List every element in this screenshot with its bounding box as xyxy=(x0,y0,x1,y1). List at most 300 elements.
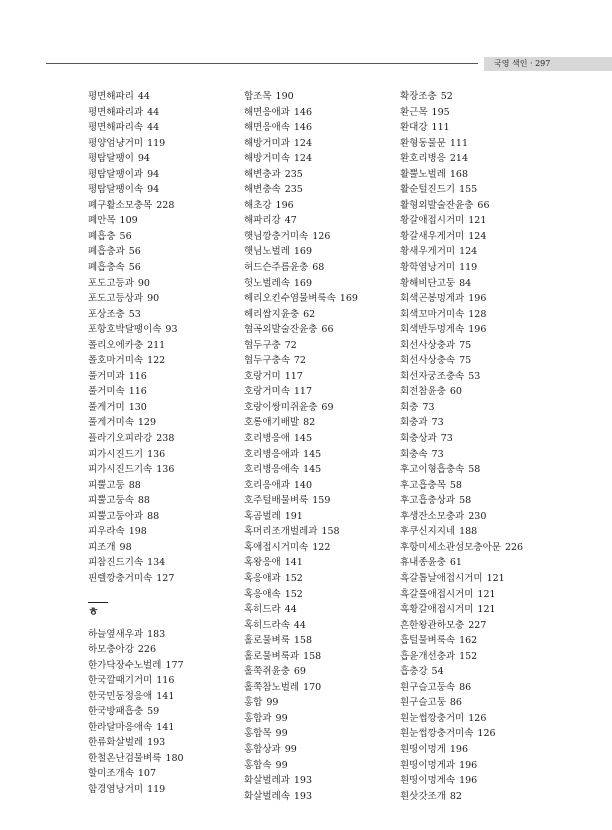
page-number: 99 xyxy=(275,728,288,740)
page-number: 196 xyxy=(459,775,478,787)
index-entry xyxy=(88,136,248,152)
index-entry xyxy=(88,244,248,260)
index-term: 해초강 xyxy=(244,199,272,211)
page-number: 211 xyxy=(147,339,166,351)
page-number: 68 xyxy=(312,262,325,274)
index-entry xyxy=(88,735,248,751)
index-term: 후쿠신지지네 xyxy=(400,526,456,538)
index-term: 휴내종윤충 xyxy=(400,557,446,569)
page-number: 170 xyxy=(303,681,322,693)
index-column-2 xyxy=(244,89,404,804)
index-term: 평면해파리속 xyxy=(88,122,144,134)
index-entry xyxy=(244,229,404,245)
page-number: 56 xyxy=(128,246,141,258)
page-number: 84 xyxy=(459,277,472,289)
index-entry xyxy=(400,571,560,587)
page-number: 136 xyxy=(147,448,166,460)
page-number: 88 xyxy=(128,479,141,491)
index-term: 황학염낭거미 xyxy=(400,262,456,274)
page-number: 94 xyxy=(137,153,150,165)
index-entry xyxy=(244,664,404,680)
index-entry xyxy=(400,400,560,416)
index-entry xyxy=(88,415,248,431)
index-term: 평탐달팽이속 xyxy=(88,184,144,196)
page-number: 140 xyxy=(293,479,313,491)
index-entry xyxy=(88,182,248,198)
page-number: 180 xyxy=(165,752,184,764)
index-entry xyxy=(400,602,560,618)
index-entry xyxy=(88,642,248,658)
index-entry xyxy=(88,167,248,183)
index-entry xyxy=(244,742,404,758)
index-term: 홍합 xyxy=(244,697,263,709)
index-entry xyxy=(400,540,560,556)
index-entry xyxy=(400,291,560,307)
index-entry xyxy=(400,742,560,758)
page-number: 47 xyxy=(284,215,297,227)
index-entry xyxy=(244,462,404,478)
page-number: 195 xyxy=(431,106,450,118)
index-term: 후생잔소모충과 xyxy=(400,510,465,522)
index-term: 환형동물문 xyxy=(400,137,446,149)
page-number: 73 xyxy=(422,401,435,413)
index-entry xyxy=(400,649,560,665)
index-term: 풀게거미속 xyxy=(88,417,134,429)
index-entry xyxy=(244,276,404,292)
page-number: 193 xyxy=(293,790,313,802)
index-term: 햇님깡충거미속 xyxy=(244,230,309,242)
index-term: 흰삿갓조개 xyxy=(400,790,446,802)
index-entry xyxy=(88,369,248,385)
index-term: 한철온난검물벼룩 xyxy=(88,752,162,764)
page-number: 88 xyxy=(147,510,160,522)
page-number: 90 xyxy=(147,293,160,305)
page-number: 238 xyxy=(156,433,175,445)
index-entry xyxy=(244,711,404,727)
index-term: 흰띵이멍게과 xyxy=(400,759,456,771)
page-number: 169 xyxy=(339,293,358,305)
page-number: 226 xyxy=(137,644,157,656)
page-number: 72 xyxy=(293,355,306,367)
index-entry xyxy=(244,167,404,183)
index-entry xyxy=(88,400,248,416)
index-entry xyxy=(244,758,404,774)
page-number: 98 xyxy=(119,541,132,553)
index-term: 호리병응애 xyxy=(244,433,290,445)
page-number: 191 xyxy=(284,510,303,522)
index-entry xyxy=(400,493,560,509)
index-term: 해방거미과 xyxy=(244,137,290,149)
index-term: 황새우게거미 xyxy=(400,246,456,258)
page-number: 111 xyxy=(431,122,450,134)
index-entry xyxy=(400,447,560,463)
index-entry xyxy=(244,307,404,323)
index-entry xyxy=(88,89,248,105)
index-term: 혹머리조개벌레과 xyxy=(244,526,318,538)
index-term: 한국깔때기거미 xyxy=(88,675,153,687)
page-number: 141 xyxy=(156,690,175,702)
page-number: 54 xyxy=(431,666,444,678)
index-entry xyxy=(244,260,404,276)
page-number: 227 xyxy=(468,619,487,631)
page-number: 158 xyxy=(303,650,322,662)
page-number: 155 xyxy=(459,184,478,196)
index-term: 폴호마거미속 xyxy=(88,355,144,367)
index-term: 흔한왕관하모충 xyxy=(400,619,465,631)
page-number: 109 xyxy=(119,215,138,227)
index-entry xyxy=(244,618,404,634)
index-entry xyxy=(244,447,404,463)
index-term: 황해비단고둥 xyxy=(400,277,456,289)
index-entry xyxy=(244,540,404,556)
index-term: 포상조충 xyxy=(88,308,125,320)
index-entry xyxy=(400,307,560,323)
page-number: 73 xyxy=(431,417,444,429)
index-entry xyxy=(400,384,560,400)
index-term: 평면해파리 xyxy=(88,91,134,102)
index-term: 해변충과 xyxy=(244,168,281,180)
page-number: 169 xyxy=(293,246,313,258)
page-number: 52 xyxy=(440,91,453,102)
page-number: 58 xyxy=(468,464,481,476)
index-term: 혹히드라 xyxy=(244,604,281,616)
index-term: 환호리병응 xyxy=(400,153,446,165)
page-number: 228 xyxy=(156,199,175,211)
index-entry xyxy=(400,213,560,229)
page-number: 177 xyxy=(165,659,184,671)
page-number: 72 xyxy=(284,339,297,351)
index-term: 호롱애기배발 xyxy=(244,417,300,429)
page-number: 82 xyxy=(449,790,462,802)
index-entry xyxy=(88,260,248,276)
page-number: 119 xyxy=(147,783,166,795)
index-term: 협두구충속 xyxy=(244,355,290,367)
page-number: 126 xyxy=(312,230,331,242)
index-term: 흰구슬고둥속 xyxy=(400,681,456,693)
index-term: 풀게거미 xyxy=(88,401,125,413)
page-number: 145 xyxy=(293,433,313,445)
page-number: 152 xyxy=(284,588,303,600)
index-entry xyxy=(244,726,404,742)
page-number: 130 xyxy=(128,401,147,413)
index-entry xyxy=(244,602,404,618)
page-number: 99 xyxy=(275,712,288,724)
index-term: 흡윤개선충과 xyxy=(400,650,456,662)
page-number: 121 xyxy=(486,572,505,584)
page-number: 75 xyxy=(459,339,472,351)
index-entry xyxy=(244,151,404,167)
page-number: 127 xyxy=(156,572,175,584)
page-number: 235 xyxy=(284,184,303,196)
index-term: 한라달마응애속 xyxy=(88,721,153,733)
index-entry xyxy=(244,291,404,307)
index-entry xyxy=(88,353,248,369)
index-entry xyxy=(244,322,404,338)
index-entry xyxy=(244,680,404,696)
index-term: 핀렐깡충거미속 xyxy=(88,572,153,584)
page-number: 152 xyxy=(284,572,303,584)
page-number: 107 xyxy=(137,768,157,780)
index-term: 피참진드기속 xyxy=(88,557,144,569)
index-term: 후고이형흡충속 xyxy=(400,464,465,476)
index-term: 헤리오킨수염물벼룩속 xyxy=(244,293,336,305)
index-entry xyxy=(88,338,248,354)
page-number: 82 xyxy=(303,417,316,429)
index-entry xyxy=(88,704,248,720)
index-entry xyxy=(88,307,248,323)
index-entry xyxy=(88,478,248,494)
index-term: 흰눈썹깡충거미속 xyxy=(400,728,474,740)
index-term: 해면응애속 xyxy=(244,122,290,134)
index-term: 화살벌레속 xyxy=(244,790,290,802)
index-term: 후고흡충목 xyxy=(400,479,446,491)
index-term: 화살벌레과 xyxy=(244,775,290,787)
index-entry xyxy=(400,338,560,354)
page-number: 146 xyxy=(293,106,313,118)
index-term: 황갈새우게거미 xyxy=(400,230,465,242)
index-entry xyxy=(244,524,404,540)
index-entry xyxy=(88,291,248,307)
page-number: 111 xyxy=(449,137,469,149)
index-column-3 xyxy=(400,89,560,804)
page-number: 59 xyxy=(147,706,160,718)
index-entry xyxy=(88,689,248,705)
page-number: 162 xyxy=(459,635,478,647)
index-entry xyxy=(88,571,248,587)
index-term: 한가닥장수노벌레 xyxy=(88,659,162,671)
index-entry xyxy=(244,105,404,121)
index-term: 흰띵이멍게 xyxy=(400,743,446,755)
index-term: 해면응애과 xyxy=(244,106,290,118)
index-term: 회충상과 xyxy=(400,433,437,445)
index-term: 혹응애과 xyxy=(244,572,281,584)
index-term: 회충과 xyxy=(400,417,428,429)
index-term: 해방거미속 xyxy=(244,153,290,165)
page-number: 196 xyxy=(275,199,294,211)
page-number: 60 xyxy=(449,386,462,398)
index-term: 회색반두멍게속 xyxy=(400,324,465,336)
page-number: 116 xyxy=(156,675,175,687)
index-entry xyxy=(244,633,404,649)
page-number: 99 xyxy=(284,743,297,755)
index-term: 허드슨주름윤충 xyxy=(244,262,309,274)
index-entry xyxy=(400,773,560,789)
index-term: 호랑거미 xyxy=(244,370,281,382)
index-term: 회색곤봉멍게과 xyxy=(400,293,465,305)
index-entry xyxy=(400,726,560,742)
index-term: 홍합속 xyxy=(244,759,272,771)
page-number: 56 xyxy=(119,230,132,242)
index-entry xyxy=(88,322,248,338)
index-entry xyxy=(244,493,404,509)
index-term: 한국민동정응애 xyxy=(88,690,153,702)
page-number: 146 xyxy=(293,122,313,134)
index-term: 할미조개속 xyxy=(88,768,134,780)
index-entry xyxy=(88,627,248,643)
page-number: 141 xyxy=(156,721,175,733)
section-spacer xyxy=(88,587,248,596)
page-number: 44 xyxy=(137,91,150,102)
page-number: 190 xyxy=(275,91,294,102)
page-number: 117 xyxy=(284,370,303,382)
index-term: 피뿔고둥속 xyxy=(88,495,134,507)
page-number: 126 xyxy=(468,712,487,724)
page-number: 66 xyxy=(477,199,490,211)
page-number: 214 xyxy=(449,153,469,165)
index-entry xyxy=(400,555,560,571)
index-entry xyxy=(88,431,248,447)
page-number: 44 xyxy=(284,604,297,616)
index-entry xyxy=(244,182,404,198)
index-term: 포항호박달팽이속 xyxy=(88,324,162,336)
index-entry xyxy=(88,751,248,767)
page-number: 86 xyxy=(449,697,462,709)
index-term: 혹히드라속 xyxy=(244,619,290,631)
index-term: 홀로물벼룩과 xyxy=(244,650,300,662)
index-entry xyxy=(88,555,248,571)
page-number: 128 xyxy=(468,308,487,320)
index-entry xyxy=(88,509,248,525)
page-number: 62 xyxy=(303,308,316,320)
index-term: 폐흡충과 xyxy=(88,246,125,258)
index-term: 함경염낭거미 xyxy=(88,783,144,795)
page-number: 196 xyxy=(468,324,487,336)
index-entry xyxy=(244,353,404,369)
index-entry xyxy=(400,524,560,540)
index-entry xyxy=(400,711,560,727)
page-number: 235 xyxy=(284,168,303,180)
index-entry xyxy=(244,649,404,665)
index-term: 흑황갈애접시거미 xyxy=(400,604,474,616)
index-term: 혹응애속 xyxy=(244,588,281,600)
page-number: 73 xyxy=(431,448,444,460)
index-entry xyxy=(400,136,560,152)
index-entry xyxy=(244,213,404,229)
index-term: 흰띵이멍게속 xyxy=(400,775,456,787)
index-term: 포도고등상과 xyxy=(88,293,144,305)
index-term: 혹곰벌레 xyxy=(244,510,281,522)
page-number: 121 xyxy=(477,588,496,600)
index-term: 황갈애접시거미 xyxy=(400,215,465,227)
page-number: 196 xyxy=(449,743,469,755)
index-entry xyxy=(88,462,248,478)
index-entry xyxy=(400,229,560,245)
page-number: 196 xyxy=(459,759,478,771)
index-term: 회충 xyxy=(400,401,419,413)
page-number: 129 xyxy=(137,417,157,429)
index-term: 풀거미과 xyxy=(88,370,125,382)
index-term: 흡충강 xyxy=(400,666,428,678)
index-term: 회선사상충속 xyxy=(400,355,456,367)
index-entry xyxy=(244,384,404,400)
index-entry xyxy=(400,105,560,121)
index-entry xyxy=(88,720,248,736)
index-term: 해파리강 xyxy=(244,215,281,227)
index-term: 회선사상충과 xyxy=(400,339,456,351)
index-entry xyxy=(88,673,248,689)
page-number: 168 xyxy=(449,168,469,180)
page-number: 66 xyxy=(321,324,334,336)
page-number: 158 xyxy=(293,635,313,647)
index-term: 회충속 xyxy=(400,448,428,460)
page-number: 69 xyxy=(321,401,334,413)
index-term: 폐구활소모충목 xyxy=(88,199,153,211)
index-entry xyxy=(244,695,404,711)
index-entry xyxy=(88,658,248,674)
index-term: 폐흡충 xyxy=(88,230,116,242)
header-page-label: 국영 색인 · 297 xyxy=(494,59,551,68)
index-term: 홀로물벼룩 xyxy=(244,635,290,647)
page-number: 61 xyxy=(449,557,462,569)
index-term: 하늘옆새우과 xyxy=(88,628,144,640)
page-number: 116 xyxy=(128,370,147,382)
index-entry xyxy=(88,447,248,463)
index-term: 흡털물벼룩속 xyxy=(400,635,456,647)
index-term: 흑갈톱날애접시거미 xyxy=(400,572,483,584)
index-entry xyxy=(400,633,560,649)
page-number: 122 xyxy=(147,355,166,367)
index-entry xyxy=(400,758,560,774)
index-term: 흰눈썹깡충거미 xyxy=(400,712,465,724)
index-term: 환근목 xyxy=(400,106,428,118)
index-term: 하모충아강 xyxy=(88,644,134,656)
page-number: 116 xyxy=(128,386,147,398)
page-number: 93 xyxy=(165,324,178,336)
page-number: 99 xyxy=(275,759,288,771)
page-number: 124 xyxy=(293,153,313,165)
page-number: 73 xyxy=(440,433,453,445)
index-entry xyxy=(88,120,248,136)
index-term: 피뿔고둥 xyxy=(88,479,125,491)
page-number: 94 xyxy=(147,168,160,180)
page-number: 99 xyxy=(266,697,279,709)
index-term: 혹왕응애 xyxy=(244,557,281,569)
index-term: 폐안목 xyxy=(88,215,116,227)
page-number: 198 xyxy=(128,526,147,538)
index-term: 호리응애과 xyxy=(244,479,290,491)
page-number: 226 xyxy=(504,541,524,553)
index-entry xyxy=(244,369,404,385)
page-number: 134 xyxy=(147,557,166,569)
index-term: 햇님노벌레 xyxy=(244,246,290,258)
index-term: 회색꼬마거미속 xyxy=(400,308,465,320)
page-number: 183 xyxy=(147,628,166,640)
index-entry xyxy=(88,493,248,509)
index-entry xyxy=(88,782,248,798)
index-entry xyxy=(244,773,404,789)
index-entry xyxy=(400,276,560,292)
index-term: 협곡외발술잔윤충 xyxy=(244,324,318,336)
index-term: 호랑이쌍미쥐윤충 xyxy=(244,401,318,413)
page-number: 193 xyxy=(147,737,166,749)
page-number: 94 xyxy=(147,184,160,196)
index-entry xyxy=(88,213,248,229)
page-number: 230 xyxy=(468,510,487,522)
index-term: 폴리오에카충 xyxy=(88,339,144,351)
section-heading: ㅎ xyxy=(88,604,99,618)
index-term: 평탐달팽이과 xyxy=(88,168,144,180)
page-number: 53 xyxy=(468,370,481,382)
page-number: 196 xyxy=(468,293,487,305)
page-number: 124 xyxy=(468,230,487,242)
index-term: 피조개 xyxy=(88,541,116,553)
index-entry xyxy=(88,198,248,214)
index-entry xyxy=(244,509,404,525)
index-entry xyxy=(244,555,404,571)
index-term: 평탐달팽이 xyxy=(88,153,134,165)
page-number: 90 xyxy=(137,277,150,289)
index-entry xyxy=(244,789,404,805)
